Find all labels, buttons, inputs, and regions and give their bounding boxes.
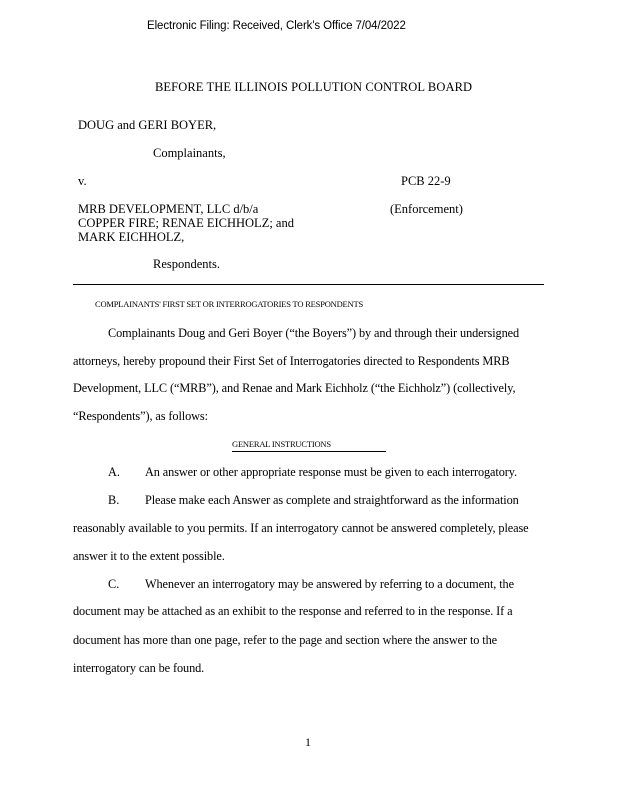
case-number: PCB 22-9	[401, 174, 451, 188]
complainants-role: Complainants,	[153, 146, 226, 160]
instruction-a-letter: A.	[108, 465, 120, 479]
general-instructions-heading: GENERAL INSTRUCTIONS	[232, 439, 331, 449]
respondent-names-line1: MRB DEVELOPMENT, LLC d/b/a	[78, 202, 259, 216]
intro-line-4: “Respondents”), as follows:	[73, 409, 208, 423]
instruction-c-letter: C.	[108, 577, 120, 591]
instruction-a-line-1: An answer or other appropriate response must be given to each interrogatory.	[145, 465, 517, 479]
instruction-b-letter: B.	[108, 493, 120, 507]
board-title: BEFORE THE ILLINOIS POLLUTION CONTROL BOARD	[155, 80, 473, 94]
filing-stamp: Electronic Filing: Received, Clerk's Office 7/04/2022	[147, 20, 406, 32]
intro-line-1: Complainants Doug and Geri Boyer (“the Boyers”) by and through their undersigned	[108, 326, 520, 340]
instruction-c-line-1: Whenever an interrogatory may be answered by referring to a document, the	[145, 577, 514, 591]
instruction-b-line-1: Please make each Answer as complete and straightforward as the information	[145, 493, 519, 507]
instruction-c-line-2: document may be attached as an exhibit to the response and referred to in the response. If a	[73, 604, 513, 618]
versus: v.	[78, 174, 87, 188]
instruction-c-line-4: interrogatory can be found.	[73, 661, 205, 675]
respondent-names-line3: MARK EICHHOLZ,	[78, 230, 185, 244]
intro-line-3: Development, LLC (“MRB”), and Renae and Mark Eichholz (“the Eichholz”) (collectively,	[73, 381, 516, 395]
caption-divider	[73, 284, 544, 285]
intro-line-2: attorneys, hereby propound their First Set of Interrogatories directed to Respondents MRB	[73, 354, 510, 368]
instruction-b-line-2: reasonably available to you permits. If an interrogatory cannot be answered completely, please	[73, 521, 529, 535]
respondents-role: Respondents.	[153, 257, 221, 271]
instruction-c-line-3: document has more than one page, refer to the page and section where the answer to the	[73, 633, 498, 647]
document-title: COMPLAINANTS' FIRST SET OR INTERROGATORIES TO RESPONDENTS	[95, 299, 363, 309]
case-type: (Enforcement)	[390, 202, 463, 216]
complainant-names: DOUG and GERI BOYER,	[78, 118, 217, 132]
page-number: 1	[305, 735, 311, 749]
respondent-names-line2: COPPER FIRE; RENAE EICHHOLZ; and	[78, 216, 294, 230]
general-instructions-underline	[232, 451, 386, 452]
instruction-b-line-3: answer it to the extent possible.	[73, 549, 225, 563]
